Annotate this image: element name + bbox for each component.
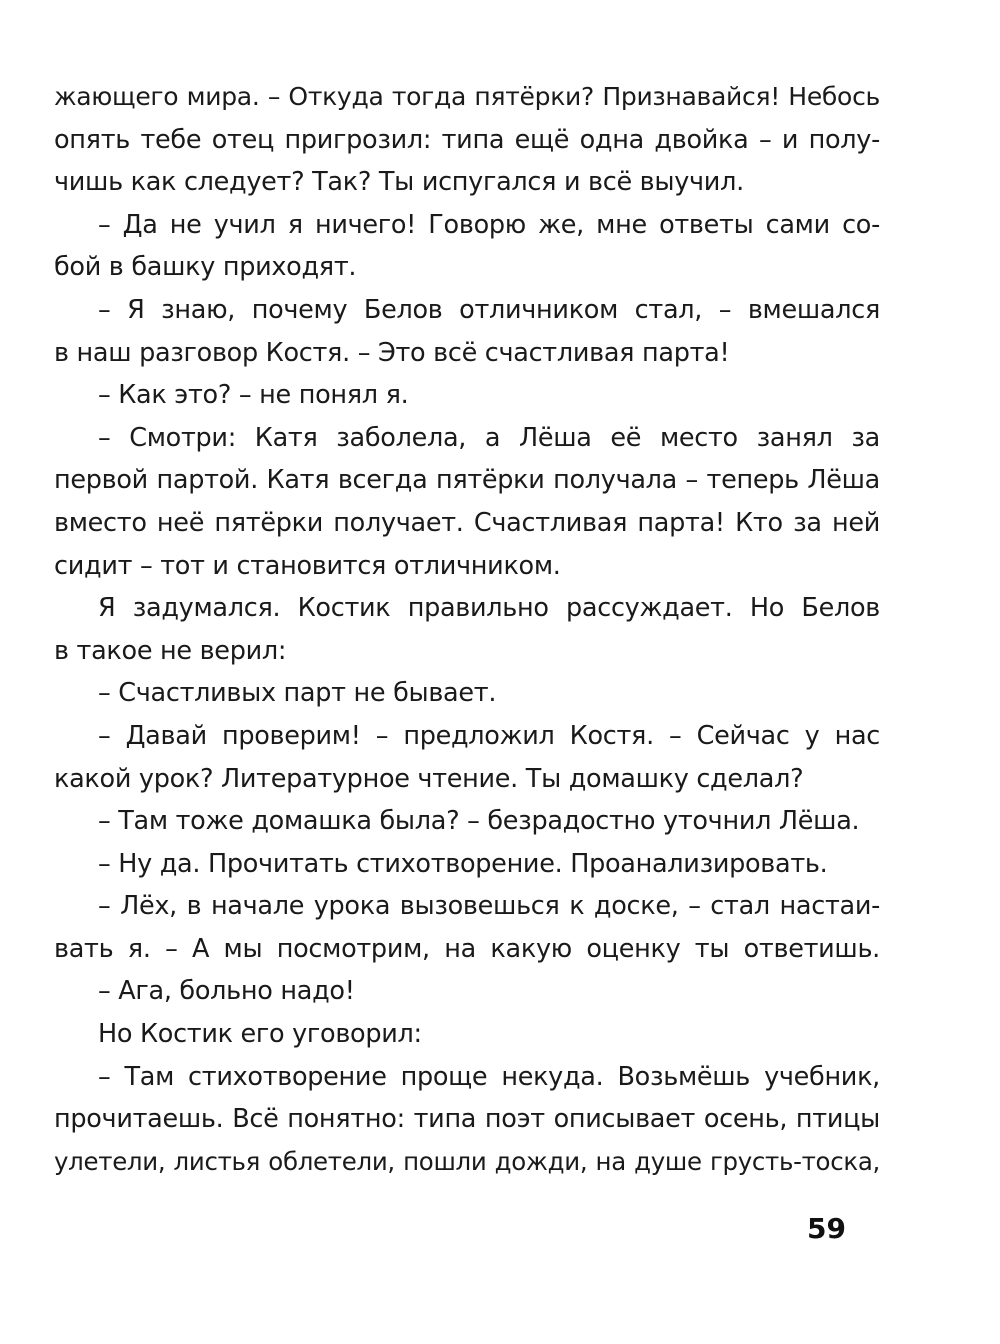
- text-line: – Там тоже домашка была? – безрадостно уточнил Лёша.: [98, 806, 860, 837]
- text-line: – Как это? – не понял я.: [98, 380, 409, 411]
- text-line: чишь как следует? Так? Ты испугался и всё выучил.: [54, 167, 744, 198]
- text-line: Но Костик его уговорил:: [98, 1019, 422, 1050]
- text-line: прочитаешь. Всё понятно: типа поэт описывает осень, птицы: [54, 1104, 880, 1135]
- text-line: улетели, листья облетели, пошли дожди, на душе грусть-тоска,: [54, 1146, 880, 1176]
- text-line: сидит – тот и становится отличником.: [54, 550, 561, 581]
- text-line: в наш разговор Костя. – Это всё счастливая парта!: [54, 337, 730, 368]
- text-line: – Ага, больно надо!: [98, 976, 355, 1007]
- text-line: – Я знаю, почему Белов отличником стал, – вмешался: [98, 294, 880, 325]
- text-line: – Смотри: Катя заболела, а Лёша её место занял за: [98, 422, 880, 453]
- text-line: первой партой. Катя всегда пятёрки получала – теперь Лёша: [54, 465, 880, 496]
- text-line: какой урок? Литературное чтение. Ты домашку сделал?: [54, 763, 804, 794]
- text-line: Я задумался. Костик правильно рассуждает. Но Белов: [98, 593, 880, 624]
- page-text: [54, 76, 880, 1183]
- text-line: – Лёх, в начале урока вызовешься к доске, – стал настаи-: [98, 891, 880, 922]
- text-line: в такое не верил:: [54, 635, 287, 666]
- text-line: – Ну да. Прочитать стихотворение. Проанализировать.: [98, 848, 828, 879]
- text-line: опять тебе отец пригрозил: типа ещё одна двойка – и полу-: [54, 124, 880, 155]
- text-line: вместо неё пятёрки получает. Счастливая парта! Кто за ней: [54, 507, 880, 538]
- text-line: – Там стихотворение проще некуда. Возьмёшь учебник,: [98, 1061, 880, 1092]
- text-line: – Да не учил я ничего! Говорю же, мне ответы сами со-: [98, 209, 880, 240]
- text-line: бой в башку приходят.: [54, 252, 357, 283]
- text-line: вать я. – А мы посмотрим, на какую оценку ты ответишь.: [54, 933, 880, 964]
- text-line: – Давай проверим! – предложил Костя. – Сейчас у нас: [98, 720, 880, 751]
- text-line: жающего мира. – Откуда тогда пятёрки? Признавайся! Небось: [54, 82, 880, 111]
- page-number: 59: [807, 1212, 846, 1245]
- text-line: – Счастливых парт не бывает.: [98, 678, 497, 709]
